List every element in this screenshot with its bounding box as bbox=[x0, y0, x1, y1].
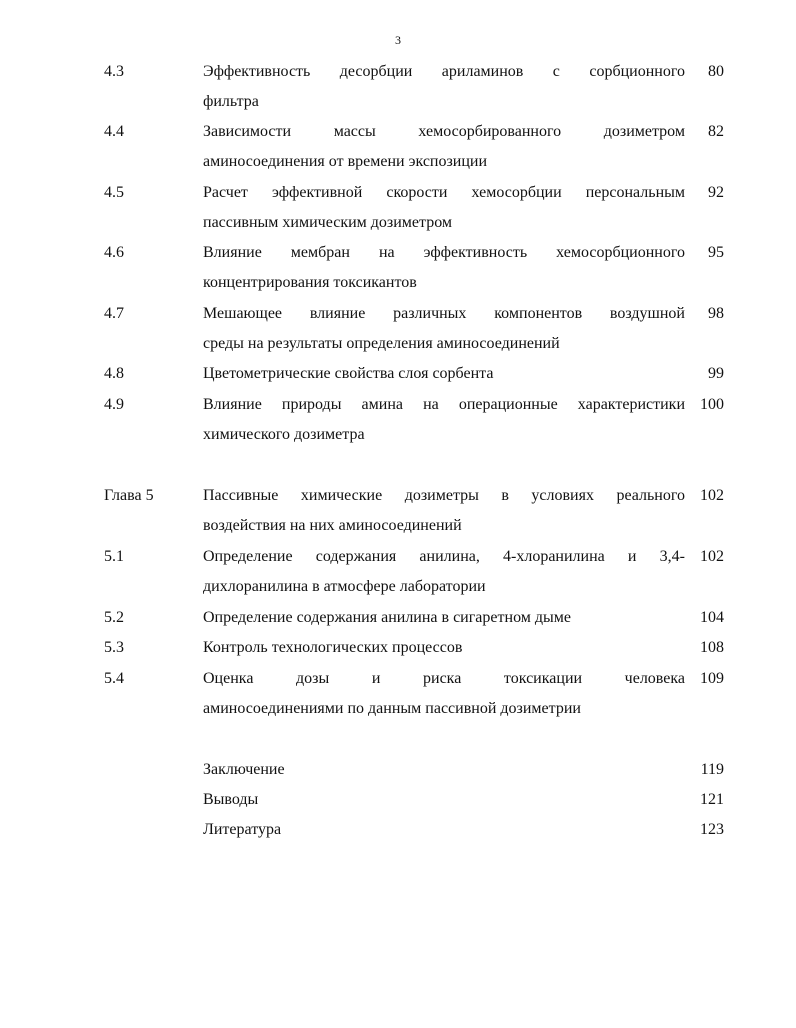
toc-entry-number: 4.3 bbox=[104, 63, 124, 80]
toc-entry-title-line: Литература bbox=[203, 821, 282, 838]
toc-entry-title-line: Эффективность десорбции ариламинов с сорбционного bbox=[203, 63, 685, 80]
toc-entry-number: 4.9 bbox=[104, 396, 124, 413]
toc-entry-page: 123 bbox=[700, 821, 724, 838]
toc-entry-title-line: Пассивные химические дозиметры в условиях реального bbox=[203, 487, 685, 504]
toc-entry-page: 102 bbox=[700, 487, 724, 504]
toc-entry-page: 109 bbox=[700, 670, 724, 687]
toc-entry-page: 99 bbox=[708, 365, 724, 382]
toc-entry-number: Глава 5 bbox=[104, 487, 154, 504]
toc-entry-number: 5.3 bbox=[104, 639, 124, 656]
toc-entry-title bbox=[203, 815, 685, 845]
toc-entry-title-line: аминосоединениями по данным пассивной дозиметрии bbox=[203, 700, 581, 717]
toc-entry-title bbox=[203, 117, 685, 177]
toc-entry-title-line: Определение содержания анилина в сигаретном дыме bbox=[203, 609, 571, 626]
toc-entry-title bbox=[203, 755, 685, 785]
toc-entry-title-line: аминосоединения от времени экспозиции bbox=[203, 153, 488, 170]
toc-entry-number: 4.6 bbox=[104, 244, 124, 261]
toc-entry-page: 95 bbox=[708, 244, 724, 261]
toc-entry-number: 5.1 bbox=[104, 548, 124, 565]
toc-entry-number: 4.7 bbox=[104, 305, 124, 322]
toc-entry-page: 104 bbox=[700, 609, 724, 626]
toc-entry-title bbox=[203, 481, 685, 541]
toc-entry-title bbox=[203, 299, 685, 359]
toc-entry-title-line: Цветометрические свойства слоя сорбента bbox=[203, 365, 494, 382]
toc-entry-page: 121 bbox=[700, 791, 724, 808]
toc-entry-title-line: Мешающее влияние различных компонентов воздушной bbox=[203, 305, 685, 322]
toc-entry-title bbox=[203, 57, 685, 117]
toc-entry-title-line: Расчет эффективной скорости хемосорбции персональным bbox=[203, 184, 685, 201]
toc-entry-page: 92 bbox=[708, 184, 724, 201]
toc-entry-title bbox=[203, 390, 685, 450]
toc-entry-title bbox=[203, 238, 685, 298]
toc-entry-title bbox=[203, 542, 685, 602]
toc-entry-title bbox=[203, 178, 685, 238]
toc-entry-title bbox=[203, 603, 685, 633]
toc-entry-title bbox=[203, 633, 685, 663]
toc-entry-number: 4.4 bbox=[104, 123, 124, 140]
toc-entry-title-line: Оценка дозы и риска токсикации человека bbox=[203, 670, 685, 687]
toc-entry-page: 108 bbox=[700, 639, 724, 656]
toc-entry-title-line: Контроль технологических процессов bbox=[203, 639, 463, 656]
toc-entry-title bbox=[203, 785, 685, 815]
toc-entry-number: 4.8 bbox=[104, 365, 124, 382]
toc-entry-title-line: фильтра bbox=[203, 93, 259, 110]
toc-entry-page: 80 bbox=[708, 63, 724, 80]
toc-entry-title-line: воздействия на них аминосоединений bbox=[203, 517, 462, 534]
toc-entry-title-line: Определение содержания анилина, 4-хлоранилина и 3,4- bbox=[203, 548, 685, 565]
toc-entry-title-line: Влияние природы амина на операционные характеристики bbox=[203, 396, 685, 413]
page-number: 3 bbox=[395, 33, 401, 47]
toc-entry-number: 4.5 bbox=[104, 184, 124, 201]
toc-entry-page: 100 bbox=[700, 396, 724, 413]
toc-entry-title-line: Заключение bbox=[203, 761, 285, 778]
toc-entry-number: 5.4 bbox=[104, 670, 124, 687]
toc-entry-title-line: химического дозиметра bbox=[203, 426, 365, 443]
toc-entry-page: 82 bbox=[708, 123, 724, 140]
toc-entry-title-line: Выводы bbox=[203, 791, 259, 808]
toc-entry-title bbox=[203, 664, 685, 724]
toc-entry-page: 119 bbox=[700, 761, 724, 778]
toc-entry-number: 5.2 bbox=[104, 609, 124, 626]
toc-entry-title-line: дихлоранилина в атмосфере лаборатории bbox=[203, 578, 486, 595]
toc-entry-title-line: Влияние мембран на эффективность хемосорбционного bbox=[203, 244, 685, 261]
toc-entry-title-line: Зависимости массы хемосорбированного дозиметром bbox=[203, 123, 685, 140]
toc-entry-title-line: пассивным химическим дозиметром bbox=[203, 214, 453, 231]
toc-entry-page: 102 bbox=[700, 548, 724, 565]
toc-entry-title-line: среды на результаты определения аминосоединений bbox=[203, 335, 560, 352]
toc-entry-title bbox=[203, 359, 685, 389]
toc-entry-page: 98 bbox=[708, 305, 724, 322]
toc-entry-title-line: концентрирования токсикантов bbox=[203, 274, 417, 291]
